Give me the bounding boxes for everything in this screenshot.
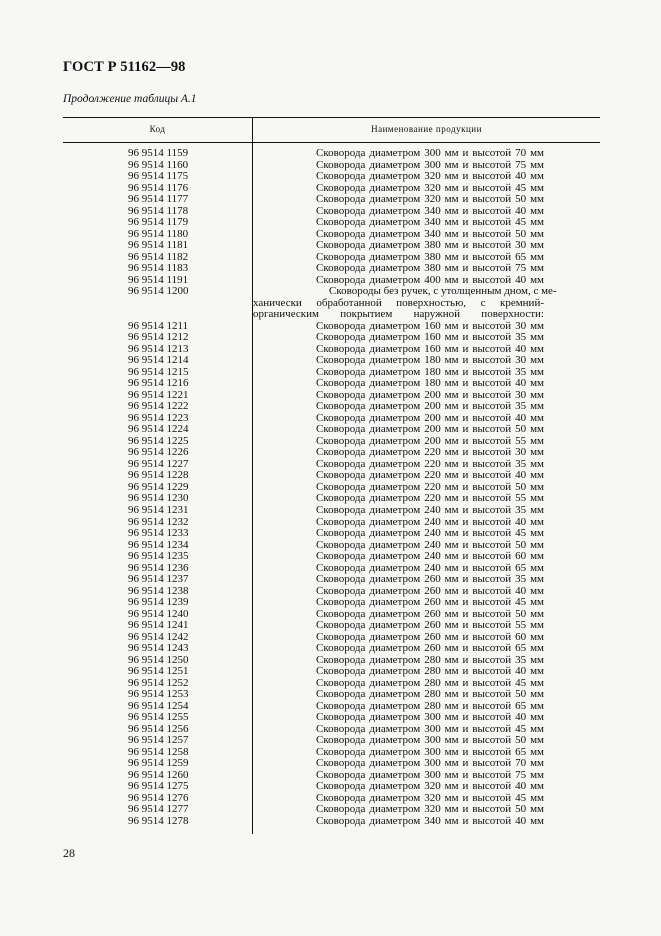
- table-row: [0, 528, 661, 540]
- row-product-name: Сковорода диаметром 380 мм и высотой 75 мм: [316, 262, 544, 275]
- row-product-name: Сковорода диаметром 260 мм и высотой 55 мм: [316, 619, 544, 632]
- row-code: 96 9514 1252: [128, 676, 189, 689]
- row-product-name: Сковорода диаметром 240 мм и высотой 50 мм: [316, 538, 544, 551]
- row-code: 96 9514 1222: [128, 400, 189, 413]
- row-product-name: Сковорода диаметром 180 мм и высотой 40 мм: [316, 377, 544, 390]
- row-code: 96 9514 1160: [128, 158, 189, 171]
- row-product-name: ханически обработанной поверхностью, с кремний-: [253, 296, 544, 309]
- row-code: 96 9514 1226: [128, 446, 189, 459]
- row-product-name: Сковорода диаметром 340 мм и высотой 45 мм: [316, 216, 544, 229]
- document-title: ГОСТ Р 51162—98: [63, 59, 186, 75]
- row-code: 96 9514 1191: [128, 273, 189, 286]
- row-product-name: Сковорода диаметром 280 мм и высотой 45 мм: [316, 676, 544, 689]
- row-code: 96 9514 1213: [128, 342, 189, 355]
- row-code: 96 9514 1181: [128, 239, 189, 252]
- table-row: [0, 309, 661, 321]
- row-product-name: Сковорода диаметром 260 мм и высотой 50 мм: [316, 607, 544, 620]
- row-product-name: Сковорода диаметром 300 мм и высотой 70 мм: [316, 147, 544, 159]
- row-code: 96 9514 1251: [128, 665, 189, 678]
- table-row: [0, 620, 661, 632]
- table-row: [0, 263, 661, 275]
- row-product-name: Сковорода диаметром 340 мм и высотой 40 мм: [316, 814, 544, 827]
- row-code: 96 9514 1259: [128, 757, 189, 770]
- row-code: 96 9514 1275: [128, 780, 189, 793]
- table-row: [0, 194, 661, 206]
- row-code: 96 9514 1214: [128, 354, 189, 367]
- row-product-name: Сковорода диаметром 280 мм и высотой 35 мм: [316, 653, 544, 666]
- row-code: 96 9514 1241: [128, 619, 189, 632]
- row-code: 96 9514 1228: [128, 469, 189, 482]
- row-code: 96 9514 1239: [128, 596, 189, 609]
- row-product-name: Сковорода диаметром 200 мм и высотой 55 мм: [316, 434, 544, 447]
- row-product-name: Сковорода диаметром 300 мм и высотой 45 мм: [316, 722, 544, 735]
- row-product-name: Сковорода диаметром 300 мм и высотой 65 мм: [316, 745, 544, 758]
- row-product-name: Сковорода диаметром 220 мм и высотой 30 мм: [316, 446, 544, 459]
- table-row: [0, 551, 661, 563]
- row-code: 96 9514 1221: [128, 388, 189, 401]
- row-code: 96 9514 1233: [128, 527, 189, 540]
- table-row: [0, 286, 661, 298]
- row-code: 96 9514 1256: [128, 722, 189, 735]
- row-product-name: Сковорода диаметром 240 мм и высотой 65 мм: [316, 561, 544, 574]
- row-code: 96 9514 1175: [128, 170, 189, 183]
- row-product-name: Сковорода диаметром 200 мм и высотой 50 мм: [316, 423, 544, 436]
- row-code: 96 9514 1227: [128, 457, 189, 470]
- row-product-name: Сковорода диаметром 320 мм и высотой 50 мм: [316, 193, 544, 206]
- row-product-name: Сковорода диаметром 280 мм и высотой 65 мм: [316, 699, 544, 712]
- row-product-name: Сковорода диаметром 400 мм и высотой 40 мм: [316, 273, 544, 286]
- row-product-name: Сковорода диаметром 340 мм и высотой 40 мм: [316, 204, 544, 217]
- row-code: 96 9514 1237: [128, 573, 189, 586]
- row-product-name: Сковороды без ручек, с утолщенным дном, с ме-: [329, 285, 557, 298]
- row-code: 96 9514 1232: [128, 515, 189, 528]
- row-code: 96 9514 1178: [128, 204, 189, 217]
- row-product-name: Сковорода диаметром 300 мм и высотой 50 мм: [316, 734, 544, 747]
- row-code: 96 9514 1258: [128, 745, 189, 758]
- column-header-product-name: Наименование продукции: [371, 124, 482, 134]
- row-code: 96 9514 1182: [128, 250, 189, 263]
- row-product-name: Сковорода диаметром 300 мм и высотой 75 мм: [316, 768, 544, 781]
- row-code: 96 9514 1253: [128, 688, 189, 701]
- row-code: 96 9514 1257: [128, 734, 189, 747]
- row-product-name: Сковорода диаметром 380 мм и высотой 65 мм: [316, 250, 544, 263]
- row-product-name: Сковорода диаметром 220 мм и высотой 35 мм: [316, 457, 544, 470]
- row-code: 96 9514 1177: [128, 193, 189, 206]
- row-code: 96 9514 1234: [128, 538, 189, 551]
- row-product-name: Сковорода диаметром 320 мм и высотой 45 мм: [316, 181, 544, 194]
- table-row: [0, 597, 661, 609]
- row-product-name: Сковорода диаметром 180 мм и высотой 35 мм: [316, 365, 544, 378]
- row-code: 96 9514 1179: [128, 216, 189, 229]
- row-code: 96 9514 1180: [128, 227, 189, 240]
- row-product-name: Сковорода диаметром 180 мм и высотой 30 мм: [316, 354, 544, 367]
- row-product-name: Сковорода диаметром 340 мм и высотой 50 мм: [316, 227, 544, 240]
- row-product-name: Сковорода диаметром 320 мм и высотой 50 мм: [316, 803, 544, 816]
- table-row: [0, 240, 661, 252]
- row-product-name: Сковорода диаметром 240 мм и высотой 45 мм: [316, 527, 544, 540]
- column-header-code: Код: [149, 124, 166, 134]
- table-row: [0, 666, 661, 678]
- table-header-rule: [63, 142, 600, 143]
- row-code: 96 9514 1223: [128, 411, 189, 424]
- row-product-name: Сковорода диаметром 280 мм и высотой 40 мм: [316, 665, 544, 678]
- row-product-name: Сковорода диаметром 220 мм и высотой 40 мм: [316, 469, 544, 482]
- table-row: [0, 148, 661, 160]
- row-product-name: Сковорода диаметром 200 мм и высотой 35 мм: [316, 400, 544, 413]
- row-code: 96 9514 1243: [128, 642, 189, 655]
- table-body: [0, 148, 661, 827]
- table-row: [0, 217, 661, 229]
- row-code: 96 9514 1230: [128, 492, 189, 505]
- row-product-name: Сковорода диаметром 300 мм и высотой 40 мм: [316, 711, 544, 724]
- row-product-name: Сковорода диаметром 220 мм и высотой 55 мм: [316, 492, 544, 505]
- row-code: 96 9514 1211: [128, 319, 189, 332]
- row-product-name: Сковорода диаметром 300 мм и высотой 70 мм: [316, 757, 544, 770]
- row-product-name: Сковорода диаметром 260 мм и высотой 40 мм: [316, 584, 544, 597]
- row-code: 96 9514 1176: [128, 181, 189, 194]
- row-code: 96 9514 1212: [128, 331, 189, 344]
- table-row: [0, 816, 661, 828]
- row-product-name: Сковорода диаметром 320 мм и высотой 40 мм: [316, 170, 544, 183]
- row-code: 96 9514 1255: [128, 711, 189, 724]
- row-product-name: Сковорода диаметром 380 мм и высотой 30 мм: [316, 239, 544, 252]
- row-product-name: Сковорода диаметром 160 мм и высотой 40 мм: [316, 342, 544, 355]
- row-product-name: Сковорода диаметром 280 мм и высотой 50 мм: [316, 688, 544, 701]
- row-code: 96 9514 1229: [128, 480, 189, 493]
- row-product-name: Сковорода диаметром 160 мм и высотой 35 мм: [316, 331, 544, 344]
- row-code: 96 9514 1277: [128, 803, 189, 816]
- row-code: 96 9514 1224: [128, 423, 189, 436]
- row-code: 96 9514 1260: [128, 768, 189, 781]
- row-product-name: Сковорода диаметром 240 мм и высотой 60 мм: [316, 550, 544, 563]
- row-code: 96 9514 1236: [128, 561, 189, 574]
- row-product-name: Сковорода диаметром 300 мм и высотой 75 мм: [316, 158, 544, 171]
- row-code: 96 9514 1183: [128, 262, 189, 275]
- row-code: 96 9514 1240: [128, 607, 189, 620]
- row-code: 96 9514 1231: [128, 503, 189, 516]
- row-product-name: Сковорода диаметром 200 мм и высотой 30 мм: [316, 388, 544, 401]
- row-code: 96 9514 1238: [128, 584, 189, 597]
- row-product-name: Сковорода диаметром 320 мм и высотой 40 мм: [316, 780, 544, 793]
- row-code: 96 9514 1216: [128, 377, 189, 390]
- page-number: 28: [63, 846, 75, 860]
- row-product-name: Сковорода диаметром 160 мм и высотой 30 мм: [316, 319, 544, 332]
- row-product-name: Сковорода диаметром 260 мм и высотой 45 мм: [316, 596, 544, 609]
- row-code: 96 9514 1200: [128, 285, 189, 298]
- row-product-name: органическим покрытием наружной поверхности:: [253, 308, 544, 321]
- row-code: 96 9514 1276: [128, 791, 189, 804]
- row-product-name: Сковорода диаметром 220 мм и высотой 50 мм: [316, 480, 544, 493]
- row-product-name: Сковорода диаметром 260 мм и высотой 60 мм: [316, 630, 544, 643]
- row-product-name: Сковорода диаметром 240 мм и высотой 40 мм: [316, 515, 544, 528]
- table-continuation-caption: Продолжение таблицы А.1: [63, 93, 197, 105]
- row-product-name: Сковорода диаметром 320 мм и высотой 45 мм: [316, 791, 544, 804]
- row-product-name: Сковорода диаметром 240 мм и высотой 35 мм: [316, 503, 544, 516]
- row-code: 96 9514 1225: [128, 434, 189, 447]
- row-product-name: Сковорода диаметром 260 мм и высотой 35 мм: [316, 573, 544, 586]
- table-row: [0, 574, 661, 586]
- row-code: 96 9514 1159: [128, 147, 189, 159]
- table-row: [0, 171, 661, 183]
- row-code: 96 9514 1250: [128, 653, 189, 666]
- row-code: 96 9514 1278: [128, 814, 189, 827]
- row-product-name: Сковорода диаметром 200 мм и высотой 40 мм: [316, 411, 544, 424]
- table-top-rule: [63, 117, 600, 118]
- row-code: 96 9514 1235: [128, 550, 189, 563]
- row-code: 96 9514 1242: [128, 630, 189, 643]
- table-row: [0, 643, 661, 655]
- row-product-name: Сковорода диаметром 260 мм и высотой 65 мм: [316, 642, 544, 655]
- table-row: [0, 505, 661, 517]
- row-code: 96 9514 1254: [128, 699, 189, 712]
- row-code: 96 9514 1215: [128, 365, 189, 378]
